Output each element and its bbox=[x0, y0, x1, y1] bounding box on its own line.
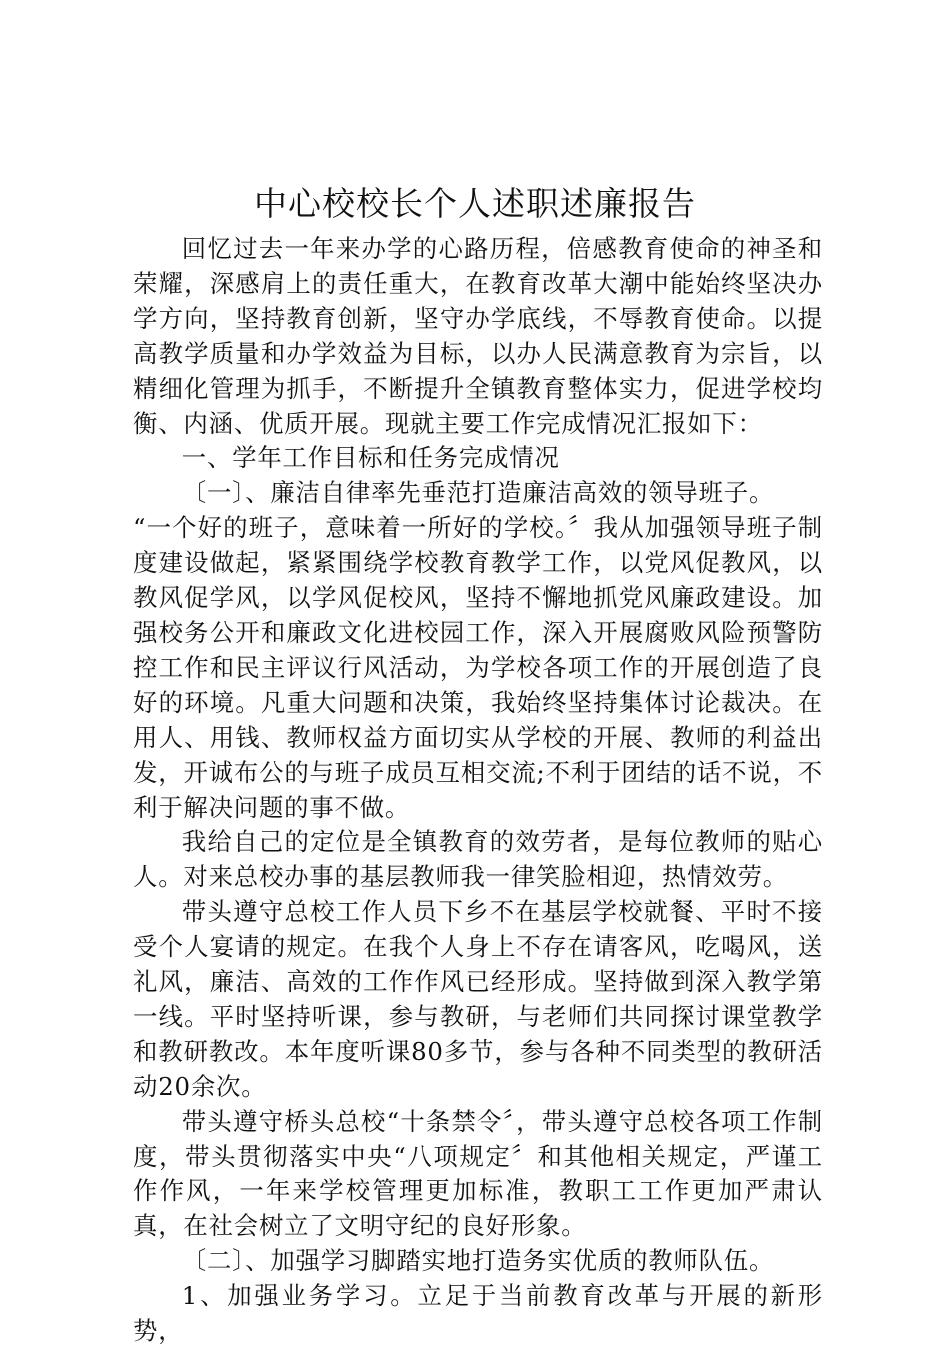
section-heading-1: 一、学年工作目标和任务完成情况 bbox=[181, 443, 560, 473]
paragraph-leadership: “一个好的班子，意味着一所好的学校。〞我从加强领导班子制度建设做起，紧紧围绕学校教育教学工作，以党风促教风，以教风促学风，以学风促校风，坚持不懈地抓党风廉政建设。加强校务公开和廉政文化进校园工作，深入开展腐败风险预警防控工作和民主评议行风活动，为学校各项工作的开展创造了良好的环境。凡重大问题和决策，我始终坚持集体讨论裁决。在用人、用钱、教师权益方面切实从学校的开展、教师的利益出发，开诚布公的与班子成员互相交流;不利于团结的话不说，不利于解决问题的事不做。 bbox=[133, 513, 823, 822]
paragraph-intro: 回忆过去一年来办学的心路历程，倍感教育使命的神圣和荣耀，深感肩上的责任重大，在教育改革大潮中能始终坚决办学方向，坚持教育创新，坚守办学底线，不辱教育使命。以提高教学质量和办学效益为目标，以办人民满意教育为宗旨，以精细化管理为抓手，不断提升全镇教育整体实力，促进学校均衡、内涵、优质开展。现就主要工作完成情况汇报如下： bbox=[133, 234, 823, 438]
paragraph-service: 我给自己的定位是全镇教育的效劳者，是每位教师的贴心人。对来总校办事的基层教师我一律笑脸相迎，热情效劳。 bbox=[133, 827, 823, 892]
subsection-heading-1: 〔一〕、廉洁自律率先垂范打造廉洁高效的领导班子。 bbox=[181, 478, 775, 508]
document-title: 中心校校长个人述职述廉报告 bbox=[254, 184, 696, 223]
document-body bbox=[133, 232, 823, 1349]
paragraph-rules: 带头遵守桥头总校“十条禁令〞，带头遵守总校各项工作制度，带头贯彻落实中央“八项规定〞和其他相关规定，严谨工作作风，一年来学校管理更加标准，教职工工作更加严肃认真，在社会树立了文明守纪的良好形象。 bbox=[133, 1106, 823, 1241]
paragraph-study: 1、加强业务学习。立足于当前教育改革与开展的新形势， bbox=[133, 1281, 823, 1346]
paragraph-discipline: 带头遵守总校工作人员下乡不在基层学校就餐、平时不接受个人宴请的规定。在我个人身上不存在请客风，吃喝风，送礼风，廉洁、高效的工作作风已经形成。坚持做到深入教学第一线。平时坚持听课，参与教研，与老师们共同探讨课堂教学和教研教改。本年度听课80多节，参与各种不同类型的教研活动20余次。 bbox=[133, 897, 823, 1101]
subsection-heading-2: 〔二〕、加强学习脚踏实地打造务实优质的教师队伍。 bbox=[181, 1246, 775, 1276]
